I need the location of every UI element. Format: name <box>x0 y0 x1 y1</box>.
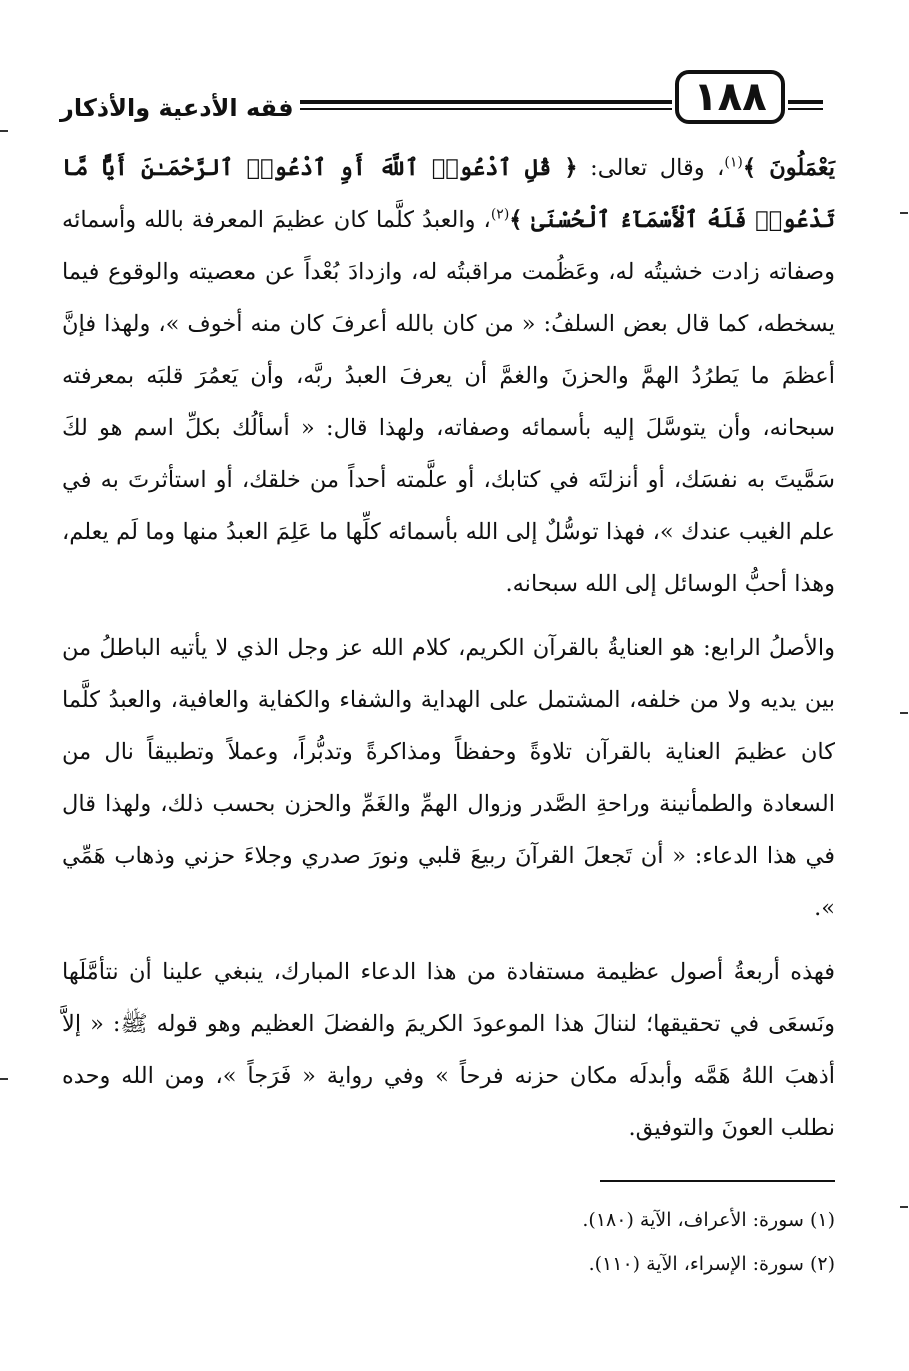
footnote-divider <box>600 1180 835 1182</box>
page-header <box>60 68 825 132</box>
page-number: ١٨٨ <box>675 70 785 124</box>
scan-edge-mark <box>900 712 908 714</box>
paragraph-text: والأصلُ الرابع: هو العنايةُ بالقرآن الكريم، كلام الله عز وجل الذي لا يأتيه الباطلُ من بين يديه ولا من خلفه، المشتمل على الهداية والشفاء والكفاية والعافية، والعبدُ كلَّما كان عظيمَ العناية بالقرآن تلاوةً وحفظاً ومذاكرةً وتدبُّراً، وعملاً وتطبيقاً نال من السعادة والطمأنينة وراحةِ الصَّدر وزوال الهمِّ والغَمِّ والحزن بحسب ذلك، ولهذا قال في هذا الدعاء: « أن تَجعلَ القرآنَ ربيعَ قلبي ونورَ صدري وجلاءَ حزني وذهاب هَمِّي ». <box>62 635 835 921</box>
scan-edge-mark <box>0 1078 8 1080</box>
header-rule-left-thin <box>300 108 672 110</box>
scan-edge-mark <box>900 1206 908 1208</box>
footnote-1: (١) سورة: الأعراف، الآية (١٨٠). <box>582 1209 835 1231</box>
running-title: فقه الأدعية والأذكار <box>60 94 294 122</box>
quran-verse: ﴿ قُلِ ٱدْعُوا۟ ٱللَّهَ أَوِ ٱدْعُوا۟ ٱلرَّحْمَـٰنَ أَيًّا مَّا تَدْعُوا۟ فَلَهُ ٱلْأَسْمَآءُ ٱلْحُسْنَىٰ ﴾ <box>62 155 835 233</box>
body-text <box>62 142 835 1154</box>
header-rule-left <box>300 100 672 104</box>
footnote-2: (٢) سورة: الإسراء، الآية (١١٠). <box>588 1253 835 1275</box>
paragraph <box>62 142 835 610</box>
paragraph-text: ، والعبدُ كلَّما كان عظيمَ المعرفة بالله وأسمائه وصفاته زادت خشيتُه له، وعَظُمت مراقبتُه له، وازدادَ بُعْداً عن معصيته والوقوع فيما يسخطه، كما قال بعض السلفُ: « من كان بالله أعرفَ كان منه أخوف »، ولهذا فإنَّ أعظمَ ما يَطرُدُ الهمَّ والحزنَ والغمَّ أن يعرفَ العبدُ ربَّه، وأن يَعمُرَ قلبَه بمعرفته سبحانه، وأن يتوسَّلَ إليه بأسمائه وصفاته، ولهذا قال: « أسألُك بكلِّ اسم هو لكَ سَمَّيتَ به نفسَك، أو أنزلتَه في كتابك، أو علَّمته أحداً من خلقك، أو استأثرتَ به في علم الغيب عندك »، فهذا توسُّلٌ إلى الله بأسمائه كلِّها ما عَلِمَ العبدُ منها وما لَم يعلم، وهذا أحبُّ الوسائل إلى الله سبحانه. <box>62 207 835 597</box>
footnotes <box>62 1198 835 1286</box>
header-rule-right-thin <box>788 108 823 110</box>
scan-edge-mark <box>900 212 908 214</box>
paragraph <box>62 622 835 934</box>
scan-edge-mark <box>0 130 8 132</box>
footnote-marker: (٢) <box>490 206 510 223</box>
paragraph <box>62 946 835 1154</box>
paragraph-text: ، وقال تعالى: <box>577 155 725 181</box>
footnote-marker: (١) <box>724 154 743 171</box>
header-rule-right <box>788 100 823 104</box>
quran-verse: يَعْمَلُونَ ﴾ <box>742 155 835 181</box>
paragraph-text: فهذه أربعةُ أصول عظيمة مستفادة من هذا الدعاء المبارك، ينبغي علينا أن نتأمَّلَها ونَسعَى في تحقيقها؛ لننالَ هذا الموعودَ الكريمَ والفضلَ العظيم وهو قوله ﷺ: « إلاَّ أذهبَ اللهُ هَمَّه وأبدلَه مكان حزنه فرحاً » وفي رواية « فَرَجاً »، ومن الله وحده نطلب العونَ والتوفيق. <box>62 959 835 1141</box>
